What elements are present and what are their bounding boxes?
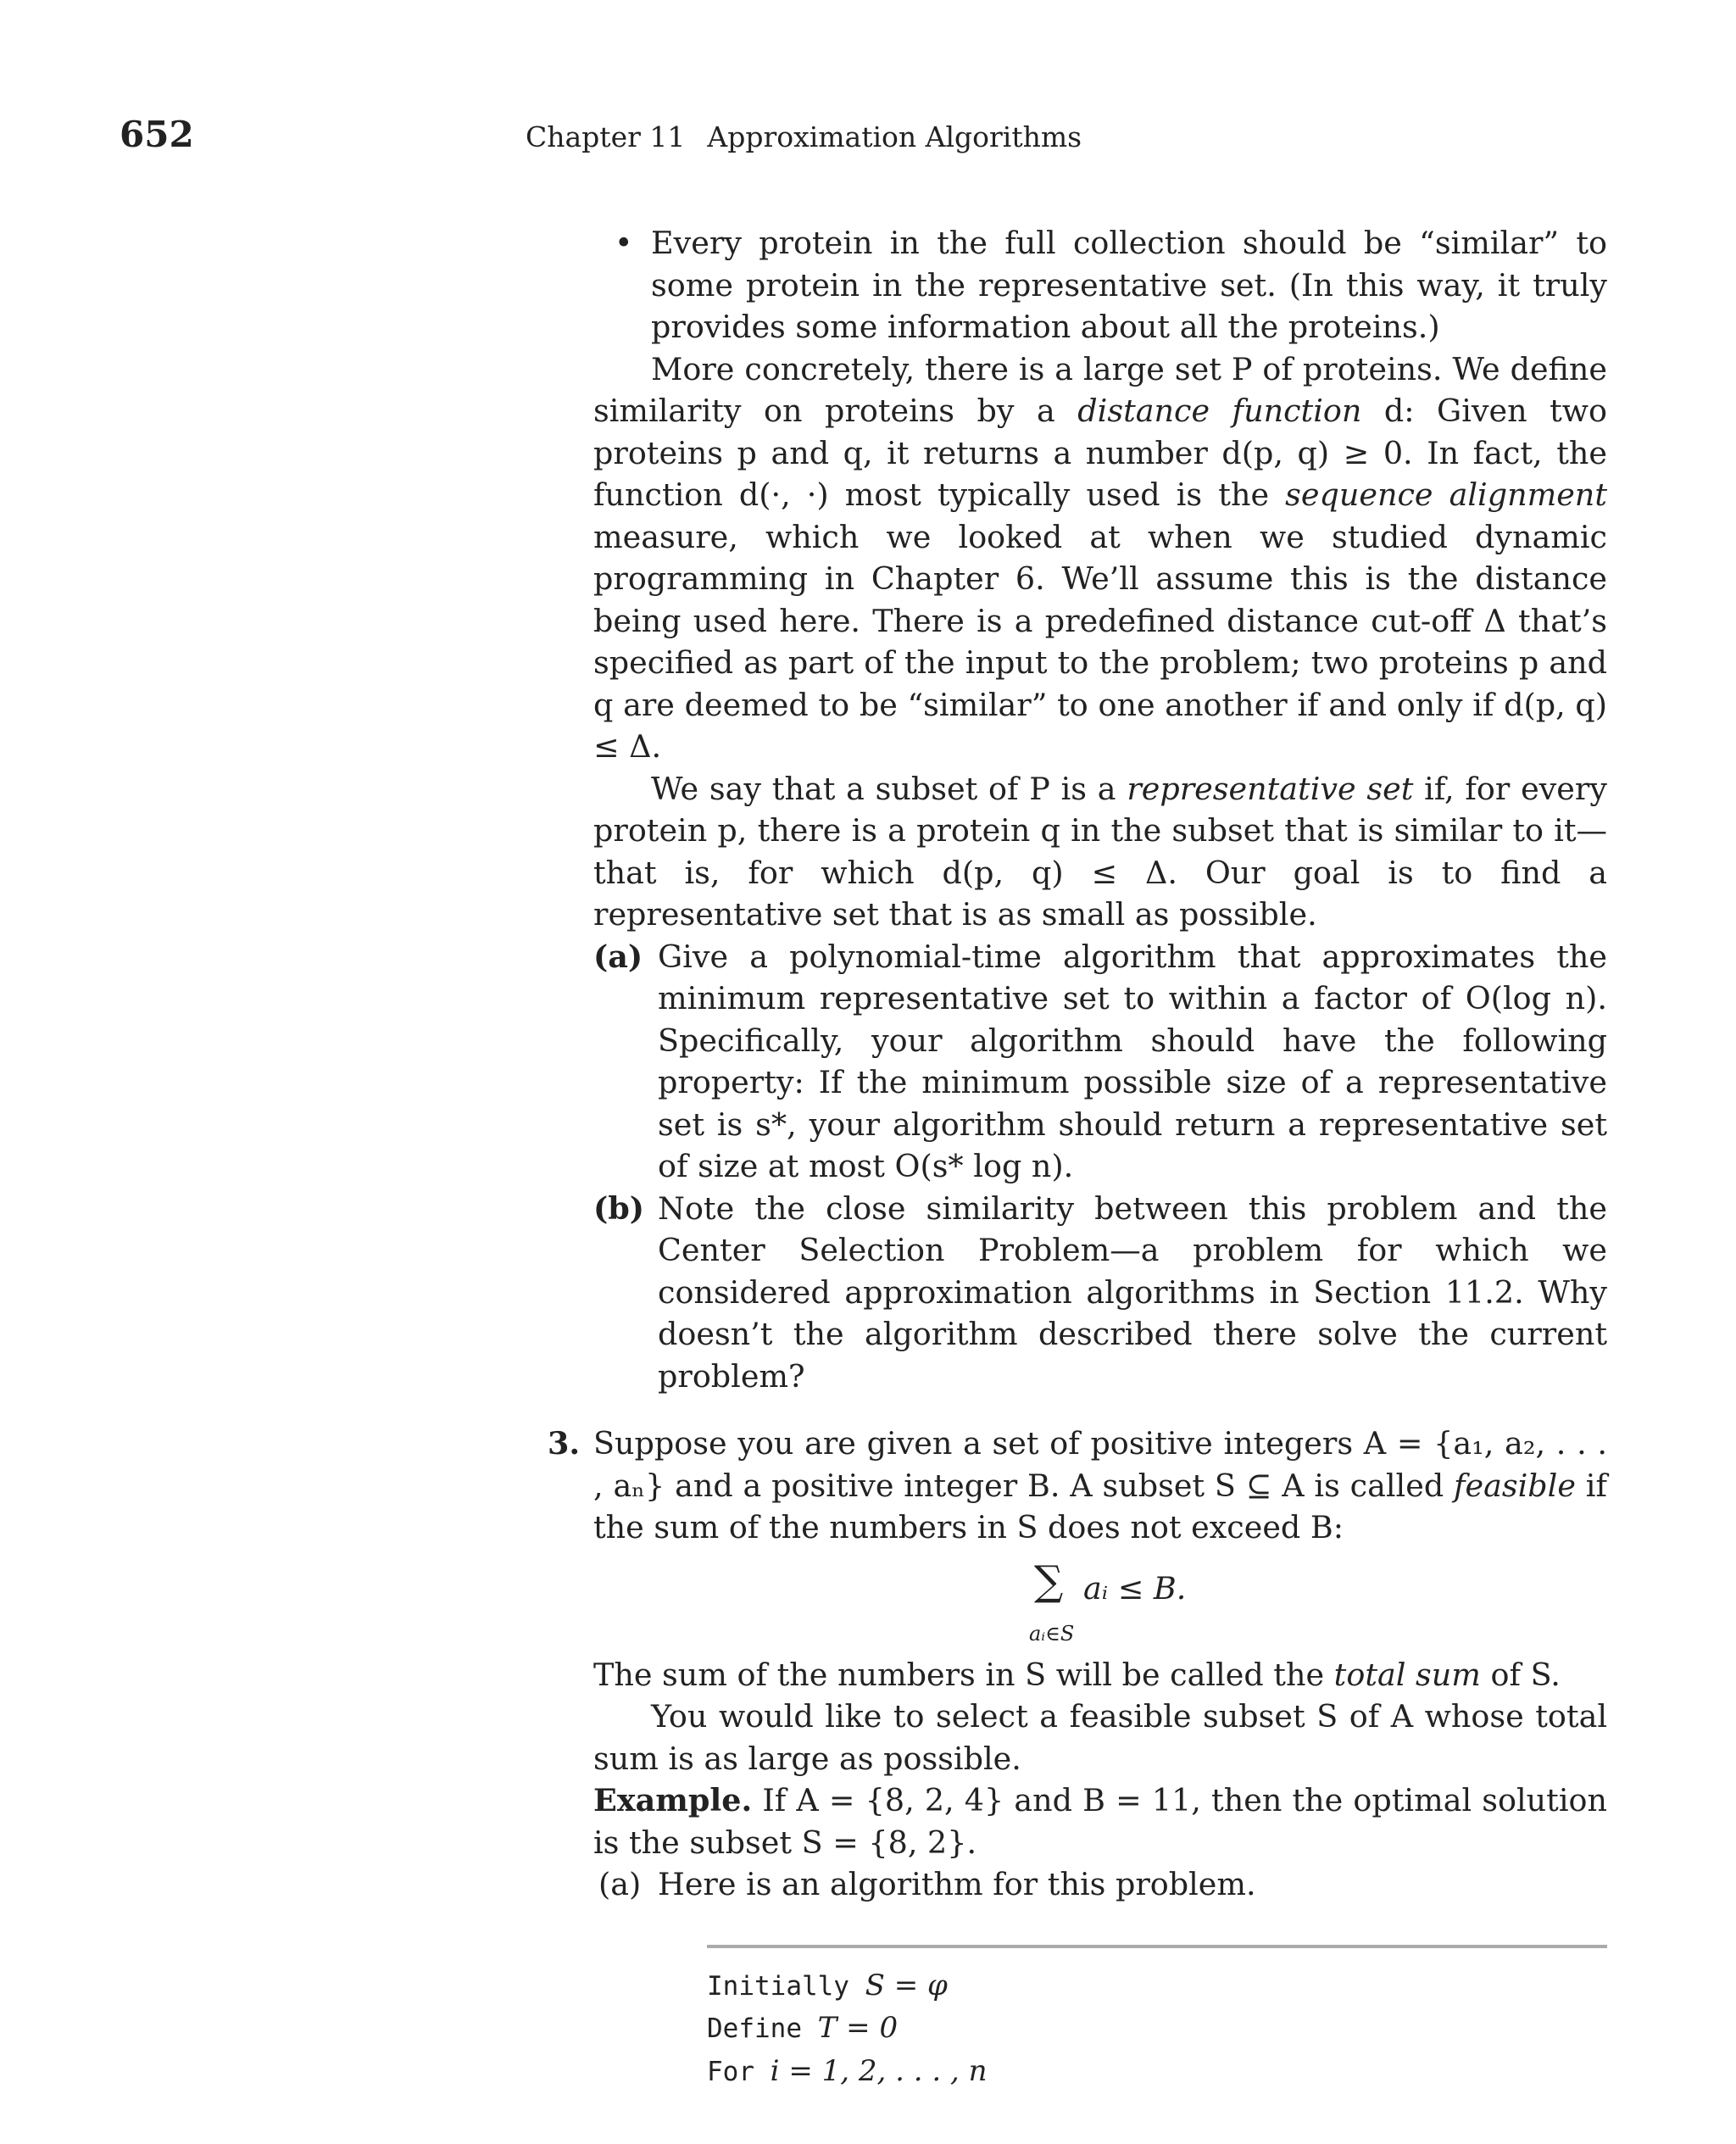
page-body	[548, 222, 1607, 2093]
running-head	[526, 120, 1082, 153]
part-text: Here is an algorithm for this problem.	[658, 1866, 1256, 1902]
equation-rhs: aᵢ ≤ B.	[1083, 1569, 1187, 1607]
problem-number: 3.	[548, 1425, 581, 1462]
part-label: (a)	[593, 938, 643, 975]
paragraph-distance	[593, 348, 1607, 768]
code-math: i = 1, 2, . . . , n	[770, 2053, 988, 2088]
problem-3-intro	[593, 1423, 1607, 1549]
code-math: T = 0	[817, 2011, 899, 2045]
page-header	[0, 114, 1736, 164]
bullet-dot: •	[615, 225, 633, 261]
part-b	[593, 1188, 1607, 1398]
text-run: measure, which we looked at when we studied dynamic programming in Chapter 6. We’ll assume this is the distance being used here. There is a predefined distance cut-off Δ that’s specified as part of the input to the problem; two proteins p and q are deemed to be “similar” to one another if and only if d(p, q) ≤ Δ.	[593, 518, 1607, 765]
emphasis: feasible	[1454, 1467, 1576, 1504]
text-run: We say that a subset of P is a	[651, 770, 1127, 807]
part-label: (a)	[598, 1866, 642, 1902]
emphasis: sequence alignment	[1285, 476, 1607, 513]
code-line	[707, 2008, 1607, 2051]
sum-symbol: ∑	[1034, 1556, 1064, 1605]
code-line	[707, 2051, 1607, 2094]
text-run: Suppose you are given a set of positive integers A = {a₁, a₂, . . . , aₙ} and a positive integer B. A subset S ⊆ A is called	[593, 1425, 1607, 1504]
code-keyword: Initially	[707, 1970, 849, 2002]
bullet-item	[593, 222, 1607, 348]
chapter-label: Chapter 11	[526, 120, 686, 153]
part-a	[593, 936, 1607, 1188]
problem-3-part-a	[593, 1863, 1607, 1906]
select-paragraph: You would like to select a feasible subset S of A whose total sum is as large as possible.	[593, 1698, 1607, 1777]
emphasis: representative set	[1127, 770, 1414, 807]
total-sum-definition	[593, 1654, 1607, 1696]
problem-3	[548, 1423, 1607, 2093]
text-run: if, for every protein p, there is a protein q in the subset that is similar to it—that is, for which d(p, q) ≤ Δ. Our goal is to find a representative set that is as small as possible.	[593, 770, 1607, 933]
algorithm-code	[707, 1965, 1607, 2094]
emphasis: total sum	[1333, 1656, 1481, 1693]
text-run: d: Given two proteins p and q, it returns a number d(p, q) ≥ 0. In fact, the function d(·, ·) most typically used is the	[593, 393, 1607, 513]
text-run: of S.	[1480, 1656, 1561, 1693]
paragraph-representative	[593, 768, 1607, 936]
code-line	[707, 1965, 1607, 2008]
text-run: The sum of the numbers in S will be called the	[593, 1656, 1334, 1693]
code-keyword: For	[707, 2056, 754, 2087]
example-paragraph	[593, 1779, 1607, 1863]
bullet-text: Every protein in the full collection should be “similar” to some protein in the representative set. (In this way, it truly provides some information about all the proteins.)	[651, 225, 1607, 345]
code-keyword: Define	[707, 2013, 802, 2044]
text-run: If A = {8, 2, 4} and B = 11, then the optimal solution is the subset S = {8, 2}.	[593, 1782, 1607, 1861]
sum-equation	[593, 1556, 1607, 1654]
equation-subscript: aᵢ∈S	[1029, 1621, 1075, 1646]
page-number: 652	[120, 114, 194, 155]
emphasis: distance function	[1077, 393, 1362, 429]
algorithm-rule	[707, 1945, 1607, 1948]
text-run: More concretely, there is a large set P of proteins. We define similarity on proteins by a	[593, 350, 1607, 429]
example-label: Example.	[593, 1782, 753, 1818]
part-text: Note the close similarity between this problem and the Center Selection Problem—a problem for which we considered approximation algorithms in Section 11.2. Why doesn’t the algorithm described there solve the current problem?	[658, 1189, 1607, 1395]
text-run: if the sum of the numbers in S does not exceed B:	[593, 1467, 1607, 1545]
part-text: Give a polynomial-time algorithm that approximates the minimum representative set to within a factor of O(log n). Specifically, your algorithm should have the following property: If the minimum possible size of a representative set is s*, your algorithm should return a representative set of size at most O(s* log n).	[658, 938, 1607, 1184]
code-math: S = φ	[865, 1968, 948, 2002]
part-label: (b)	[593, 1189, 645, 1227]
chapter-title: Approximation Algorithms	[707, 120, 1082, 153]
